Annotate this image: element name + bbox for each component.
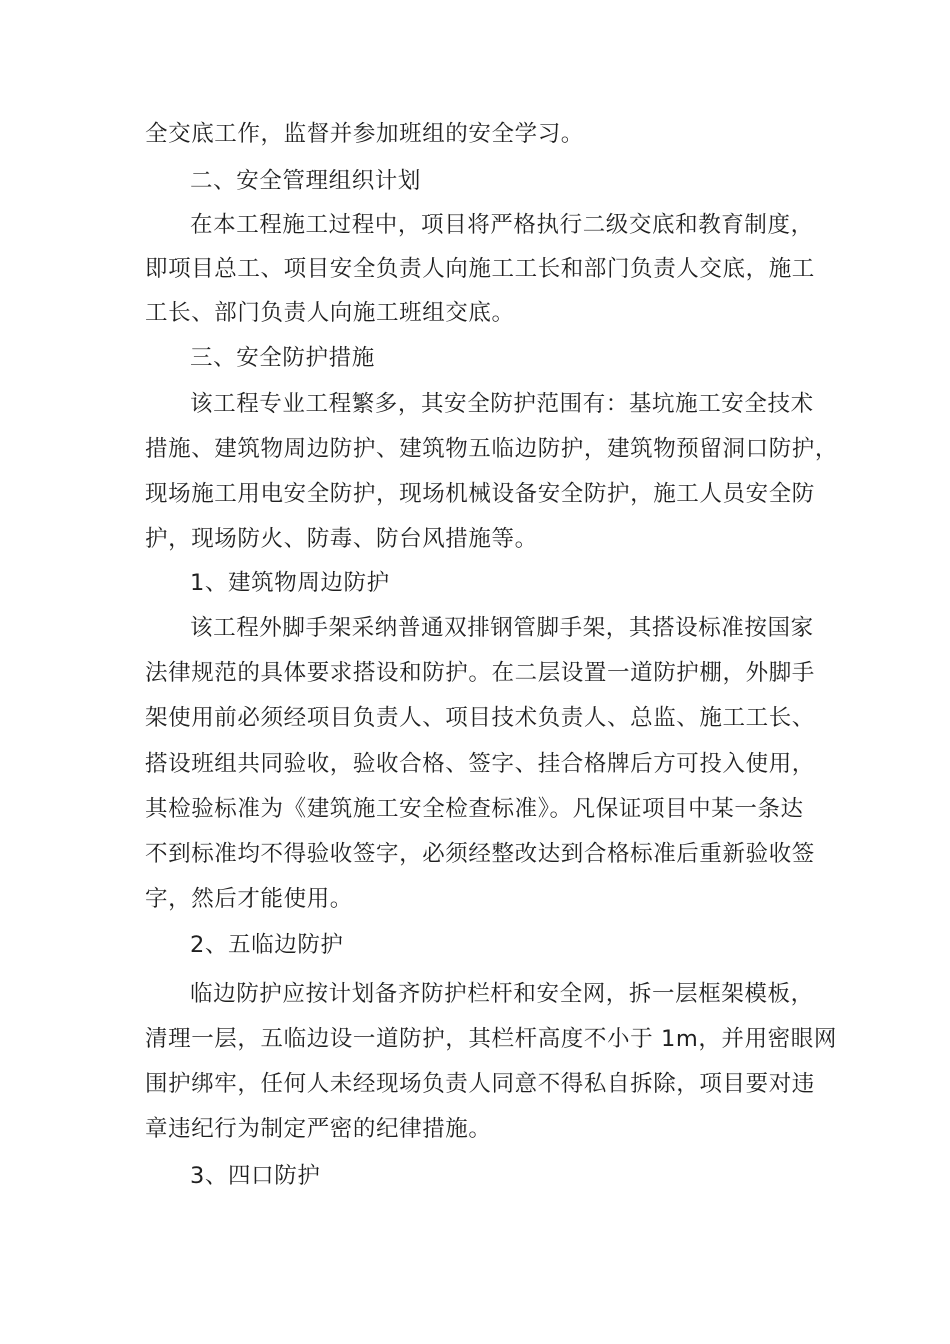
subsection-heading: 2、五临边防护	[190, 932, 344, 958]
text-line: 清理一层，五临边设一道防护，其栏杆高度不小于 1m，并用密眼网	[145, 1026, 837, 1052]
text-line: 护，现场防火、防毒、防台风措施等。	[145, 526, 538, 552]
text-line: 其检验标准为《建筑施工安全检查标准》。凡保证项目中某一条达	[145, 796, 804, 822]
text-line: 工长、部门负责人向施工班组交底。	[145, 300, 515, 326]
text-line: 围护绑牢，任何人未经现场负责人同意不得私自拆除，项目要对违	[145, 1071, 815, 1097]
text-line: 临边防护应按计划备齐防护栏杆和安全网，拆一层框架模板，	[190, 981, 814, 1007]
text-line: 字，然后才能使用。	[145, 886, 353, 912]
text-line: 章违纪行为制定严密的纪律措施。	[145, 1116, 492, 1142]
text-line: 该工程外脚手架采纳普通双排钢管脚手架，其搭设标准按国家	[190, 615, 814, 641]
text-line: 搭设班组共同验收，验收合格、签字、挂合格牌后方可投入使用，	[145, 751, 815, 777]
text-line: 即项目总工、项目安全负责人向施工工长和部门负责人交底，施工	[145, 256, 815, 282]
text-line: 该工程专业工程繁多，其安全防护范围有：基坑施工安全技术	[190, 391, 814, 417]
text-line: 架使用前必须经项目负责人、项目技术负责人、总监、施工工长、	[145, 705, 815, 731]
subsection-heading: 3、四口防护	[190, 1163, 321, 1189]
text-line: 全交底工作，监督并参加班组的安全学习。	[145, 121, 584, 147]
text-line: 法律规范的具体要求搭设和防护。在二层设置一道防护棚，外脚手	[145, 660, 815, 686]
subsection-heading: 1、建筑物周边防护	[190, 570, 390, 596]
text-line: 在本工程施工过程中，项目将严格执行二级交底和教育制度，	[190, 212, 814, 238]
text-line: 现场施工用电安全防护，现场机械设备安全防护，施工人员安全防	[145, 481, 815, 507]
section-heading: 二、安全管理组织计划	[190, 168, 422, 194]
text-line: 措施、建筑物周边防护、建筑物五临边防护，建筑物预留洞口防护，	[145, 436, 839, 462]
section-heading: 三、安全防护措施	[190, 345, 375, 371]
text-line: 不到标准均不得验收签字，必须经整改达到合格标准后重新验收签	[145, 841, 815, 867]
